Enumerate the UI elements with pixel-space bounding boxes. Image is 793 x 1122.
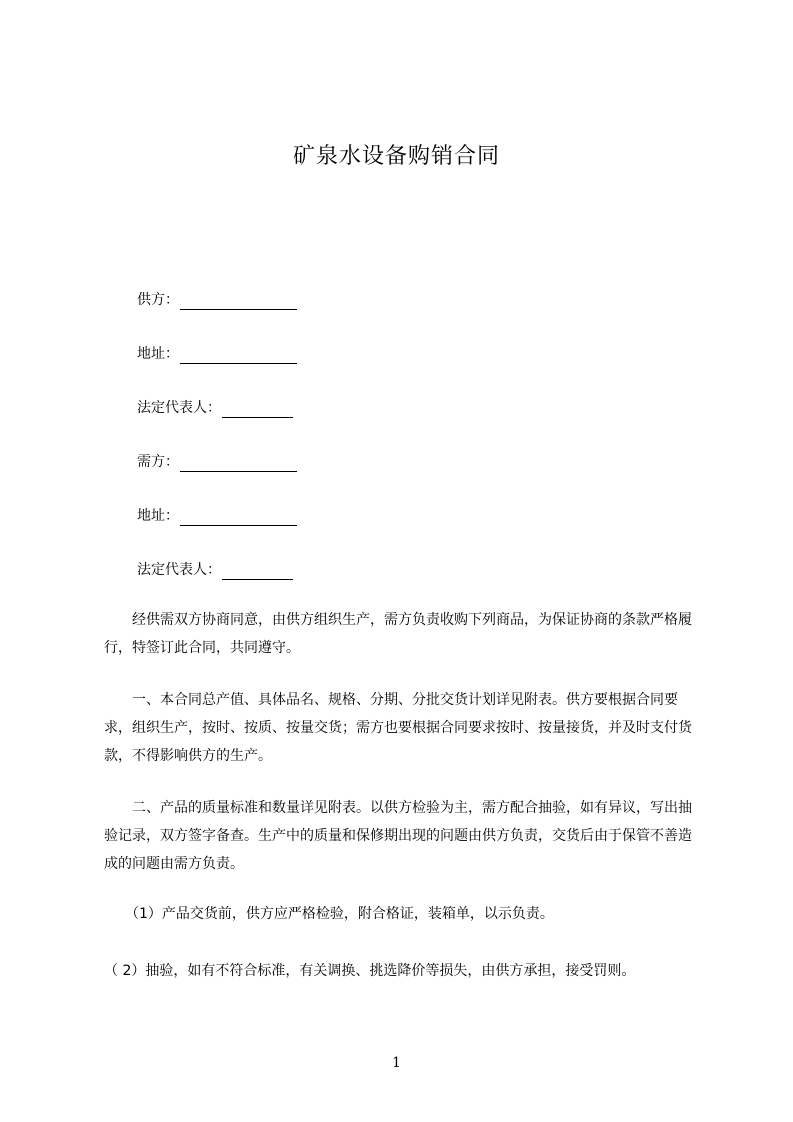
fill-in-blank: [180, 293, 297, 310]
fill-in-blank: [222, 563, 293, 580]
fill-in-blank: [180, 347, 297, 364]
fill-in-blank: [222, 401, 293, 418]
buyer-legal-rep-field: [137, 560, 293, 580]
supplier-field: [137, 290, 297, 310]
field-label: 法定代表人：: [137, 400, 221, 416]
supplier-legal-rep-field: [137, 398, 293, 418]
buyer-address-field: [137, 506, 297, 526]
supplier-address-field: [137, 344, 297, 364]
fill-in-blank: [180, 509, 297, 526]
preamble-paragraph: 经供需双方协商同意，由供方组织生产，需方负责收购下列商品，为保证协商的条款严格履行，特签订此合同，共同遵守。: [104, 612, 692, 656]
field-label: 供方：: [137, 292, 179, 308]
document-title: 矿泉水设备购销合同: [292, 144, 500, 169]
buyer-field: [137, 452, 297, 472]
field-label: 需方：: [137, 454, 179, 470]
field-label: 地址：: [137, 346, 179, 362]
clause-two-paragraph: 二、产品的质量标准和数量详见附表。以供方检验为主，需方配合抽验，如有异议，写出抽验记录，双方签字备查。生产中的质量和保修期出现的问题由供方负责，交货后由于保管不善造成的问题由需方负责。: [104, 800, 692, 872]
clause-one-paragraph: 一、本合同总产值、具体品名、规格、分期、分批交货计划详见附表。供方要根据合同要求，组织生产，按时、按质、按量交货；需方也要根据合同要求按时、按量接货，并及时支付货款，不得影响供方的生产。: [104, 692, 692, 764]
field-label: 地址：: [137, 508, 179, 524]
page-number: 1: [392, 1055, 401, 1071]
fill-in-blank: [180, 455, 297, 472]
field-label: 法定代表人：: [137, 562, 221, 578]
sub-clause-2-paragraph: （ 2）抽验，如有不符合标准，有关调换、挑选降价等损失，由供方承担，接受罚则。: [104, 963, 636, 979]
sub-clause-1-paragraph: （1）产品交货前，供方应严格检验，附合格证，装箱单，以示负责。: [104, 906, 554, 922]
